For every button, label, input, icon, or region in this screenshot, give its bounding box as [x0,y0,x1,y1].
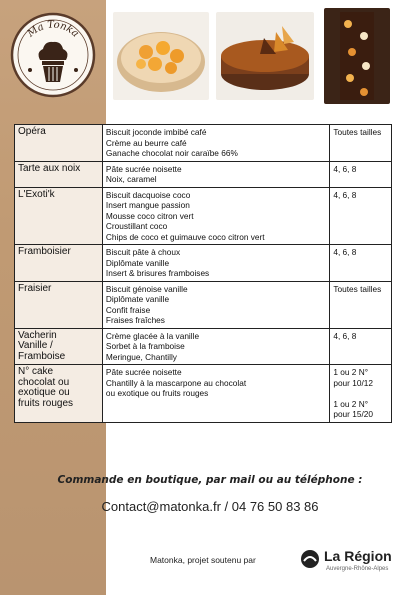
item-sizes-line: 1 ou 2 N° [333,398,369,409]
item-description-line: ou exotique ou fruits rouges [105,388,209,398]
item-description-line: Insert mangue passion [105,200,190,210]
item-description [102,328,329,365]
item-description [102,187,329,245]
item-description [102,365,329,423]
menu-row [15,281,392,328]
region-subtitle: Auvergne-Rhône-Alpes [326,566,389,572]
item-description [102,245,329,282]
item-name [15,365,103,423]
item-description [102,161,329,187]
item-sizes-line: Toutes tailles [333,127,382,137]
ma-tonka-logo [10,12,96,98]
item-sizes [330,161,392,187]
item-description-line: Diplômate vanille [105,257,170,268]
region-name: La Région [324,548,392,564]
item-name-line: N° cake [18,366,54,377]
contact-line[interactable]: Contact@matonka.fr / 04 76 50 83 86 [101,499,319,514]
item-description-line: Insert & brisures framboises [105,268,210,278]
item-description-line: Chips de coco et guimauve coco citron vert [105,231,265,242]
item-sizes-line [333,388,388,399]
support-text: Matonka, projet soutenu par [150,555,256,565]
region-emblem-icon [300,549,320,569]
item-name [15,281,103,328]
item-name [15,245,103,282]
item-name [15,187,103,245]
item-description-line: Pâte sucrée noisette [105,367,182,377]
item-description-line: Pâte sucrée noisette [105,163,182,174]
entremet-photo [216,12,314,100]
item-description-line: Confit fraise [105,304,151,315]
item-description [102,281,329,328]
buche-photo [324,8,390,104]
item-sizes-line: 1 ou 2 N° [333,367,369,377]
menu-row [15,125,392,162]
item-sizes-line: 4, 6, 8 [333,189,357,200]
item-name-line: L'Exoti'k [18,188,55,200]
item-sizes [330,187,392,245]
item-description-line: Biscuit joconde imbibé café [105,127,207,137]
item-description [102,125,329,162]
item-description-line: Chantilly à la mascarpone au chocolat [105,377,247,388]
item-description-line: Biscuit génoise vanille [105,283,188,294]
item-description-line: Ganache chocolat noir caraïbe 66% [105,148,238,158]
item-name-line: fruits rouges [18,397,74,409]
item-name-line: Framboise [18,350,66,362]
item-description-line: Fraises fraîches [105,315,165,325]
item-sizes [330,365,392,423]
item-description-line: Meringue, Chantilly [105,351,177,362]
item-sizes [330,125,392,162]
item-description-line: Biscuit dacquoise coco [105,189,191,200]
item-name-line: Opéra [18,126,46,137]
menu-row [15,245,392,282]
menu-row [15,365,392,423]
item-description-line: Crème glacée à la vanille [105,330,200,341]
item-description-line: Sorbet à la framboise [105,341,185,351]
tarte-photo [113,12,209,100]
cake-menu-table [14,124,392,423]
item-name-line: chocolat ou [18,376,70,388]
item-description-line: Biscuit pâte à choux [105,247,181,257]
item-name [15,125,103,162]
item-name-line: exotique ou [18,387,70,398]
item-sizes [330,281,392,328]
item-name-line: Fraisier [18,282,52,294]
item-name-line: Vanille / [18,340,53,351]
item-sizes-line: 4, 6, 8 [333,330,357,341]
item-name-line: Framboisier [18,246,71,257]
order-instructions: Commande en boutique, par mail ou au téléphone : [57,474,363,486]
item-description-line: Diplômate vanille [105,294,170,304]
item-sizes-line: 4, 6, 8 [333,247,357,257]
item-sizes-line: 4, 6, 8 [333,163,357,174]
menu-row [15,161,392,187]
item-description-line: Croustillant coco [105,221,168,231]
menu-row [15,328,392,365]
item-name-line: Vacherin [18,329,57,341]
item-description-line: Crème au beurre café [105,137,187,148]
item-description-line: Noix, caramel [105,174,157,184]
item-sizes-line: pour 15/20 [333,409,374,419]
item-name-line: Tarte aux noix [18,162,81,174]
svg-text:Ma Tonka: Ma Tonka [25,19,81,40]
menu-row [15,187,392,245]
item-description-line: Mousse coco citron vert [105,210,194,221]
item-name [15,161,103,187]
item-sizes-line: Toutes tailles [333,283,382,294]
item-name [15,328,103,365]
item-sizes [330,328,392,365]
item-sizes [330,245,392,282]
item-sizes-line: pour 10/12 [333,377,374,388]
